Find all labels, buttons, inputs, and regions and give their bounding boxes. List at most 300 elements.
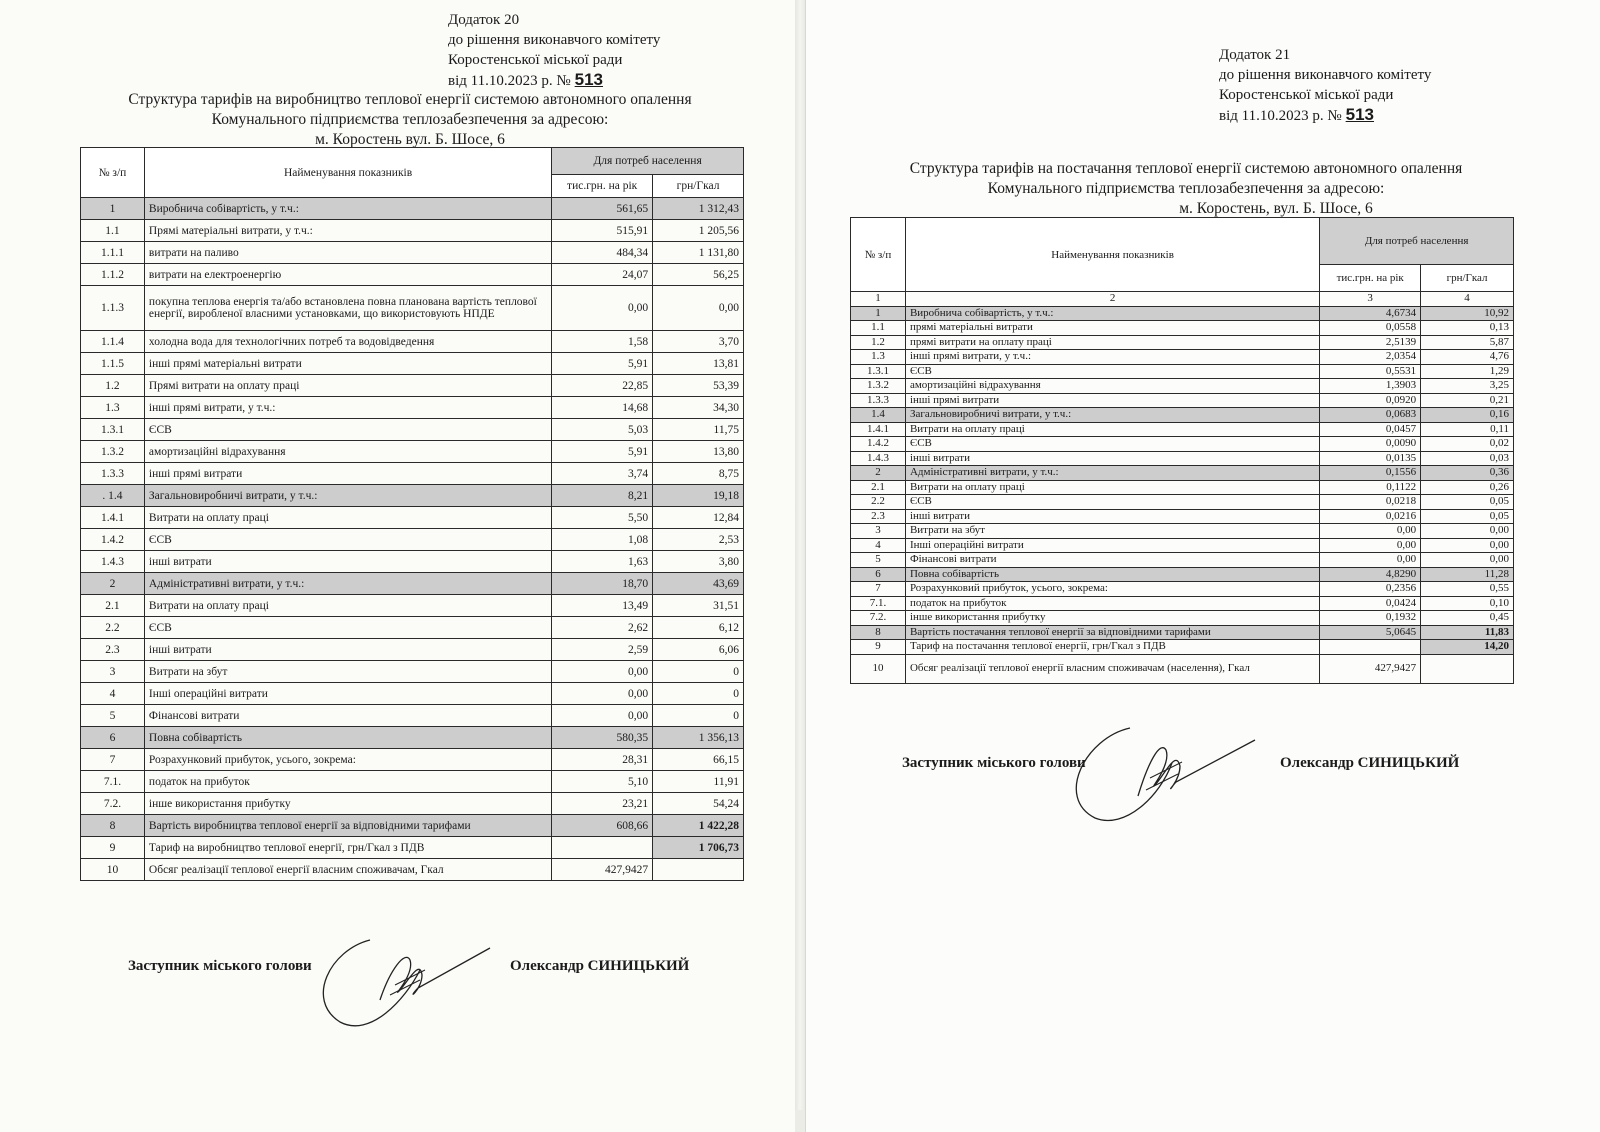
row-label: інші прямі витрати, у т.ч.: <box>144 397 551 419</box>
table-body <box>81 198 744 881</box>
row-label: інші витрати <box>905 451 1319 466</box>
addendum-date-line <box>448 70 660 91</box>
header-number: № з/п <box>81 148 145 198</box>
table-row <box>81 507 744 529</box>
header-thousand-uah: тис.грн. на рік <box>1320 265 1421 292</box>
row-number: 7 <box>81 749 145 771</box>
row-number: 1.3.2 <box>851 379 906 394</box>
row-number: 1.4 <box>851 408 906 423</box>
row-label: Адміністративні витрати, у т.ч.: <box>905 466 1319 481</box>
row-label: ЄСВ <box>144 419 551 441</box>
value-uah-per-gcal: 0 <box>653 705 744 727</box>
table-row <box>81 419 744 441</box>
row-number: 1.4.2 <box>851 437 906 452</box>
value-thousand-uah: 8,21 <box>552 485 653 507</box>
row-number: 1.1.5 <box>81 353 145 375</box>
row-label: Виробнича собівартість, у т.ч.: <box>905 306 1319 321</box>
row-label: Інші операційні витрати <box>144 683 551 705</box>
table-row <box>81 595 744 617</box>
signature <box>1060 718 1260 828</box>
row-number: 1 <box>851 306 906 321</box>
table-row <box>851 335 1514 350</box>
value-thousand-uah: 1,63 <box>552 551 653 573</box>
value-thousand-uah: 23,21 <box>552 793 653 815</box>
header-number: № з/п <box>851 218 906 292</box>
row-number: 10 <box>81 859 145 881</box>
title-line: Комунального підприємства теплозабезпечення за адресою: <box>987 180 1385 197</box>
title-address: м. Коростень, вул. Б. Шосе, 6 <box>1179 200 1373 217</box>
table-row <box>81 683 744 705</box>
value-uah-per-gcal: 66,15 <box>653 749 744 771</box>
header-group: Для потреб населення <box>552 148 744 175</box>
row-label: Прямі витрати на оплату праці <box>144 375 551 397</box>
row-label: Вартість постачання теплової енергії за відповідними тарифами <box>905 625 1319 640</box>
row-number: . 1.4 <box>81 485 145 507</box>
signatory-position: Заступник міського голови <box>128 958 312 974</box>
value-thousand-uah: 13,49 <box>552 595 653 617</box>
table-row <box>81 485 744 507</box>
value-uah-per-gcal: 11,83 <box>1421 625 1514 640</box>
value-thousand-uah: 580,35 <box>552 727 653 749</box>
row-number: 1.1 <box>851 321 906 336</box>
value-thousand-uah: 2,0354 <box>1320 350 1421 365</box>
value-thousand-uah: 22,85 <box>552 375 653 397</box>
value-uah-per-gcal: 1 312,43 <box>653 198 744 220</box>
table-body <box>851 306 1514 683</box>
row-label: прямі витрати на оплату праці <box>905 335 1319 350</box>
row-label: Витрати на оплату праці <box>905 480 1319 495</box>
row-label: інше використання прибутку <box>144 793 551 815</box>
value-thousand-uah: 0,00 <box>552 683 653 705</box>
table-row <box>81 771 744 793</box>
row-label: Розрахунковий прибуток, усього, зокрема: <box>905 582 1319 597</box>
table-row <box>851 509 1514 524</box>
value-thousand-uah: 0,00 <box>552 705 653 727</box>
header-uah-per-gcal: грн/Гкал <box>1421 265 1514 292</box>
table-row <box>81 661 744 683</box>
row-label: інші прямі витрати, у т.ч.: <box>905 350 1319 365</box>
value-uah-per-gcal: 4,76 <box>1421 350 1514 365</box>
value-thousand-uah: 4,6734 <box>1320 306 1421 321</box>
table-row <box>851 553 1514 568</box>
table-row <box>81 441 744 463</box>
row-label: Обсяг реалізації теплової енергії власним споживачам, Гкал <box>144 859 551 881</box>
signatory-position: Заступник міського голови <box>902 755 1086 771</box>
table-row <box>81 573 744 595</box>
row-label: витрати на електроенергію <box>144 264 551 286</box>
row-label: інші прямі витрати <box>905 393 1319 408</box>
row-label: витрати на паливо <box>144 242 551 264</box>
addendum-line: до рішення виконавчого комітету <box>1219 67 1432 83</box>
header-name: Найменування показників <box>144 148 551 198</box>
value-uah-per-gcal: 1 706,73 <box>653 837 744 859</box>
value-uah-per-gcal: 0,00 <box>653 286 744 331</box>
value-uah-per-gcal: 53,39 <box>653 375 744 397</box>
table-row <box>851 524 1514 539</box>
row-label: холодна вода для технологічних потреб та водовідведення <box>144 331 551 353</box>
value-thousand-uah: 24,07 <box>552 264 653 286</box>
value-thousand-uah: 5,91 <box>552 441 653 463</box>
table-row <box>81 220 744 242</box>
row-number: 1.4.1 <box>851 422 906 437</box>
row-number: 2.3 <box>851 509 906 524</box>
value-thousand-uah: 0,0683 <box>1320 408 1421 423</box>
page-fold <box>795 0 805 1132</box>
value-uah-per-gcal: 34,30 <box>653 397 744 419</box>
value-uah-per-gcal: 13,80 <box>653 441 744 463</box>
value-thousand-uah: 484,34 <box>552 242 653 264</box>
row-label: ЄСВ <box>144 529 551 551</box>
value-thousand-uah: 0,00 <box>1320 538 1421 553</box>
value-uah-per-gcal: 3,70 <box>653 331 744 353</box>
row-label: Вартість виробництва теплової енергії за відповідними тарифами <box>144 815 551 837</box>
value-thousand-uah: 427,9427 <box>552 859 653 881</box>
row-label: інші прямі матеріальні витрати <box>144 353 551 375</box>
value-uah-per-gcal: 43,69 <box>653 573 744 595</box>
value-thousand-uah: 5,03 <box>552 419 653 441</box>
row-number: 9 <box>851 640 906 655</box>
value-uah-per-gcal: 2,53 <box>653 529 744 551</box>
value-uah-per-gcal: 1 422,28 <box>653 815 744 837</box>
value-thousand-uah: 0,0090 <box>1320 437 1421 452</box>
table-row <box>81 397 744 419</box>
table-row <box>851 582 1514 597</box>
addendum-title: Додаток 21 <box>1219 47 1291 63</box>
table-row <box>851 640 1514 655</box>
row-label: Тариф на виробництво теплової енергії, грн/Гкал з ПДВ <box>144 837 551 859</box>
row-number: 2.2 <box>81 617 145 639</box>
value-thousand-uah: 2,62 <box>552 617 653 639</box>
signatory-name: Олександр СИНИЦЬКИЙ <box>1280 755 1460 771</box>
value-thousand-uah: 5,0645 <box>1320 625 1421 640</box>
value-uah-per-gcal: 0,55 <box>1421 582 1514 597</box>
row-label: податок на прибуток <box>905 596 1319 611</box>
table-row <box>851 654 1514 683</box>
value-uah-per-gcal: 0,05 <box>1421 509 1514 524</box>
signature <box>310 930 500 1030</box>
addendum-date-line <box>1219 105 1431 126</box>
table-row <box>81 639 744 661</box>
signatory-name: Олександр СИНИЦЬКИЙ <box>510 958 690 974</box>
value-thousand-uah: 0,00 <box>552 286 653 331</box>
addendum-title: Додаток 20 <box>448 12 520 28</box>
header-group: Для потреб населення <box>1320 218 1514 265</box>
value-uah-per-gcal: 56,25 <box>653 264 744 286</box>
table-row <box>81 286 744 331</box>
addendum-line: до рішення виконавчого комітету <box>448 32 661 48</box>
row-number: 1.4.2 <box>81 529 145 551</box>
table-row <box>851 379 1514 394</box>
value-uah-per-gcal: 0,36 <box>1421 466 1514 481</box>
table-row <box>81 749 744 771</box>
table-row <box>851 306 1514 321</box>
document-title <box>90 90 730 150</box>
row-label: Виробнича собівартість, у т.ч.: <box>144 198 551 220</box>
table-row <box>81 551 744 573</box>
row-label: інше використання прибутку <box>905 611 1319 626</box>
row-label: Фінансові витрати <box>905 553 1319 568</box>
row-number: 1.1.4 <box>81 331 145 353</box>
row-number: 8 <box>81 815 145 837</box>
table-row <box>81 815 744 837</box>
row-label: Адміністративні витрати, у т.ч.: <box>144 573 551 595</box>
row-number: 1.3.3 <box>81 463 145 485</box>
value-uah-per-gcal: 1 356,13 <box>653 727 744 749</box>
value-thousand-uah: 4,8290 <box>1320 567 1421 582</box>
table-row <box>851 321 1514 336</box>
row-number: 7.1. <box>81 771 145 793</box>
table-row <box>851 393 1514 408</box>
row-number: 2.2 <box>851 495 906 510</box>
title-line: Структура тарифів на виробництво теплової енергії системою автономного опалення <box>128 91 692 108</box>
value-uah-per-gcal: 0,11 <box>1421 422 1514 437</box>
table-row <box>81 617 744 639</box>
table-row <box>81 264 744 286</box>
row-label: Витрати на оплату праці <box>144 595 551 617</box>
row-label: Загальновиробничі витрати, у т.ч.: <box>144 485 551 507</box>
row-number: 2 <box>81 573 145 595</box>
row-label: інші витрати <box>144 551 551 573</box>
addendum-line: Коростенської міської ради <box>448 52 623 68</box>
table-row <box>851 451 1514 466</box>
value-uah-per-gcal: 0 <box>653 661 744 683</box>
value-uah-per-gcal: 0,45 <box>1421 611 1514 626</box>
table-row <box>81 793 744 815</box>
value-thousand-uah: 0,00 <box>1320 553 1421 568</box>
row-number: 1.1.1 <box>81 242 145 264</box>
table-row <box>81 837 744 859</box>
row-label: Витрати на збут <box>144 661 551 683</box>
row-number: 1.1.3 <box>81 286 145 331</box>
row-number: 1.4.1 <box>81 507 145 529</box>
table-row <box>851 408 1514 423</box>
row-number: 4 <box>81 683 145 705</box>
row-number: 1.3.3 <box>851 393 906 408</box>
title-address: м. Коростень вул. Б. Шосе, 6 <box>315 131 505 148</box>
table-row <box>81 375 744 397</box>
row-number: 1.2 <box>81 375 145 397</box>
row-label: Повна собівартість <box>144 727 551 749</box>
row-number: 3 <box>851 524 906 539</box>
table-row <box>851 596 1514 611</box>
value-uah-per-gcal: 14,20 <box>1421 640 1514 655</box>
column-number: 2 <box>905 292 1319 307</box>
row-number: 1.1.2 <box>81 264 145 286</box>
value-uah-per-gcal: 0,00 <box>1421 538 1514 553</box>
row-number: 1.2 <box>851 335 906 350</box>
value-thousand-uah: 427,9427 <box>1320 654 1421 683</box>
title-line: Структура тарифів на постачання теплової енергії системою автономного опалення <box>909 160 1463 177</box>
value-uah-per-gcal: 1,29 <box>1421 364 1514 379</box>
value-thousand-uah: 515,91 <box>552 220 653 242</box>
tariff-table <box>80 147 744 881</box>
row-number: 2.1 <box>81 595 145 617</box>
row-number: 6 <box>851 567 906 582</box>
value-uah-per-gcal: 10,92 <box>1421 306 1514 321</box>
value-thousand-uah: 0,0135 <box>1320 451 1421 466</box>
row-label: Витрати на оплату праці <box>905 422 1319 437</box>
table-row <box>851 567 1514 582</box>
value-thousand-uah: 1,08 <box>552 529 653 551</box>
value-uah-per-gcal: 11,75 <box>653 419 744 441</box>
row-number: 1.3 <box>851 350 906 365</box>
title-line: Комунального підприємства теплозабезпечення за адресою: <box>211 111 609 128</box>
supply-tariff-table <box>850 217 1514 684</box>
row-number: 7.2. <box>851 611 906 626</box>
value-thousand-uah: 561,65 <box>552 198 653 220</box>
value-thousand-uah: 1,58 <box>552 331 653 353</box>
row-label: амортизаційні відрахування <box>144 441 551 463</box>
document-title <box>896 159 1476 219</box>
value-thousand-uah: 5,91 <box>552 353 653 375</box>
row-label: інші прямі витрати <box>144 463 551 485</box>
row-label: Прямі матеріальні витрати, у т.ч.: <box>144 220 551 242</box>
value-uah-per-gcal: 0 <box>653 683 744 705</box>
value-thousand-uah: 28,31 <box>552 749 653 771</box>
value-uah-per-gcal: 0,02 <box>1421 437 1514 452</box>
row-label: покупна теплова енергія та/або встановлена повна планована вартість теплової енергії, виробленої власними установками, що використовують НПДЕ <box>144 286 551 331</box>
value-thousand-uah: 2,5139 <box>1320 335 1421 350</box>
value-uah-per-gcal: 0,10 <box>1421 596 1514 611</box>
table-row <box>851 480 1514 495</box>
value-uah-per-gcal: 11,28 <box>1421 567 1514 582</box>
row-label: амортизаційні відрахування <box>905 379 1319 394</box>
row-label: ЄСВ <box>905 437 1319 452</box>
table-row <box>81 727 744 749</box>
header-uah-per-gcal: грн/Гкал <box>653 175 744 198</box>
table-row <box>81 242 744 264</box>
table-row <box>81 353 744 375</box>
addendum-block <box>448 10 660 91</box>
row-number: 1.3 <box>81 397 145 419</box>
table-row <box>81 705 744 727</box>
value-thousand-uah: 2,59 <box>552 639 653 661</box>
row-label: Обсяг реалізації теплової енергії власним споживачам (населення), Гкал <box>905 654 1319 683</box>
row-number: 2 <box>851 466 906 481</box>
value-thousand-uah: 0,1932 <box>1320 611 1421 626</box>
value-thousand-uah: 0,2356 <box>1320 582 1421 597</box>
row-number: 2.1 <box>851 480 906 495</box>
value-thousand-uah: 0,0424 <box>1320 596 1421 611</box>
table-row <box>81 859 744 881</box>
row-label: Фінансові витрати <box>144 705 551 727</box>
value-uah-per-gcal: 8,75 <box>653 463 744 485</box>
value-uah-per-gcal: 3,80 <box>653 551 744 573</box>
value-thousand-uah: 18,70 <box>552 573 653 595</box>
row-number: 7.1. <box>851 596 906 611</box>
row-number: 7 <box>851 582 906 597</box>
header-thousand-uah: тис.грн. на рік <box>552 175 653 198</box>
document-page-left <box>0 0 795 1132</box>
row-label: Загальновиробничі витрати, у т.ч.: <box>905 408 1319 423</box>
row-number: 8 <box>851 625 906 640</box>
table-row <box>851 466 1514 481</box>
addendum-date: від 11.10.2023 р. № <box>1219 108 1342 124</box>
row-label: прямі матеріальні витрати <box>905 321 1319 336</box>
value-thousand-uah: 0,0216 <box>1320 509 1421 524</box>
row-label: податок на прибуток <box>144 771 551 793</box>
value-uah-per-gcal: 0,21 <box>1421 393 1514 408</box>
value-uah-per-gcal: 13,81 <box>653 353 744 375</box>
decision-number: 513 <box>1345 105 1375 124</box>
row-number: 10 <box>851 654 906 683</box>
value-thousand-uah <box>1320 640 1421 655</box>
value-thousand-uah: 0,1556 <box>1320 466 1421 481</box>
row-label: інші витрати <box>144 639 551 661</box>
value-thousand-uah: 0,0457 <box>1320 422 1421 437</box>
row-number: 5 <box>81 705 145 727</box>
row-number: 6 <box>81 727 145 749</box>
row-label: Тариф на постачання теплової енергії, грн/Гкал з ПДВ <box>905 640 1319 655</box>
decision-number: 513 <box>574 70 604 89</box>
row-number: 9 <box>81 837 145 859</box>
column-number: 3 <box>1320 292 1421 307</box>
value-uah-per-gcal: 3,25 <box>1421 379 1514 394</box>
row-label: Інші операційні витрати <box>905 538 1319 553</box>
row-number: 1.4.3 <box>81 551 145 573</box>
table-row <box>851 364 1514 379</box>
value-uah-per-gcal: 6,12 <box>653 617 744 639</box>
column-number: 4 <box>1421 292 1514 307</box>
row-label: ЄСВ <box>144 617 551 639</box>
value-thousand-uah: 5,50 <box>552 507 653 529</box>
row-number: 1.3.1 <box>81 419 145 441</box>
table-row <box>851 611 1514 626</box>
value-thousand-uah: 14,68 <box>552 397 653 419</box>
value-uah-per-gcal: 31,51 <box>653 595 744 617</box>
addendum-date: від 11.10.2023 р. № <box>448 73 571 89</box>
value-thousand-uah: 0,0218 <box>1320 495 1421 510</box>
value-thousand-uah: 5,10 <box>552 771 653 793</box>
row-number: 1 <box>81 198 145 220</box>
value-thousand-uah: 3,74 <box>552 463 653 485</box>
value-uah-per-gcal <box>1421 654 1514 683</box>
row-number: 1.1 <box>81 220 145 242</box>
value-uah-per-gcal: 54,24 <box>653 793 744 815</box>
table-row <box>81 198 744 220</box>
value-thousand-uah: 608,66 <box>552 815 653 837</box>
table-row <box>851 538 1514 553</box>
row-number: 3 <box>81 661 145 683</box>
value-uah-per-gcal: 0,00 <box>1421 553 1514 568</box>
value-thousand-uah: 0,0920 <box>1320 393 1421 408</box>
table-row <box>81 463 744 485</box>
table-row <box>81 331 744 353</box>
row-number: 1.3.1 <box>851 364 906 379</box>
row-number: 1.4.3 <box>851 451 906 466</box>
value-uah-per-gcal: 0,03 <box>1421 451 1514 466</box>
value-uah-per-gcal: 19,18 <box>653 485 744 507</box>
value-thousand-uah: 0,00 <box>552 661 653 683</box>
value-thousand-uah <box>552 837 653 859</box>
row-label: інші витрати <box>905 509 1319 524</box>
row-number: 4 <box>851 538 906 553</box>
addendum-line: Коростенської міської ради <box>1219 87 1394 103</box>
table-row <box>851 495 1514 510</box>
value-thousand-uah: 1,3903 <box>1320 379 1421 394</box>
table-row <box>851 350 1514 365</box>
row-number: 1.3.2 <box>81 441 145 463</box>
row-label: Витрати на оплату праці <box>144 507 551 529</box>
table-row <box>851 437 1514 452</box>
row-label: ЄСВ <box>905 364 1319 379</box>
value-uah-per-gcal: 1 205,56 <box>653 220 744 242</box>
table-row <box>851 422 1514 437</box>
value-thousand-uah: 0,0558 <box>1320 321 1421 336</box>
row-number: 7.2. <box>81 793 145 815</box>
row-label: ЄСВ <box>905 495 1319 510</box>
value-uah-per-gcal: 11,91 <box>653 771 744 793</box>
